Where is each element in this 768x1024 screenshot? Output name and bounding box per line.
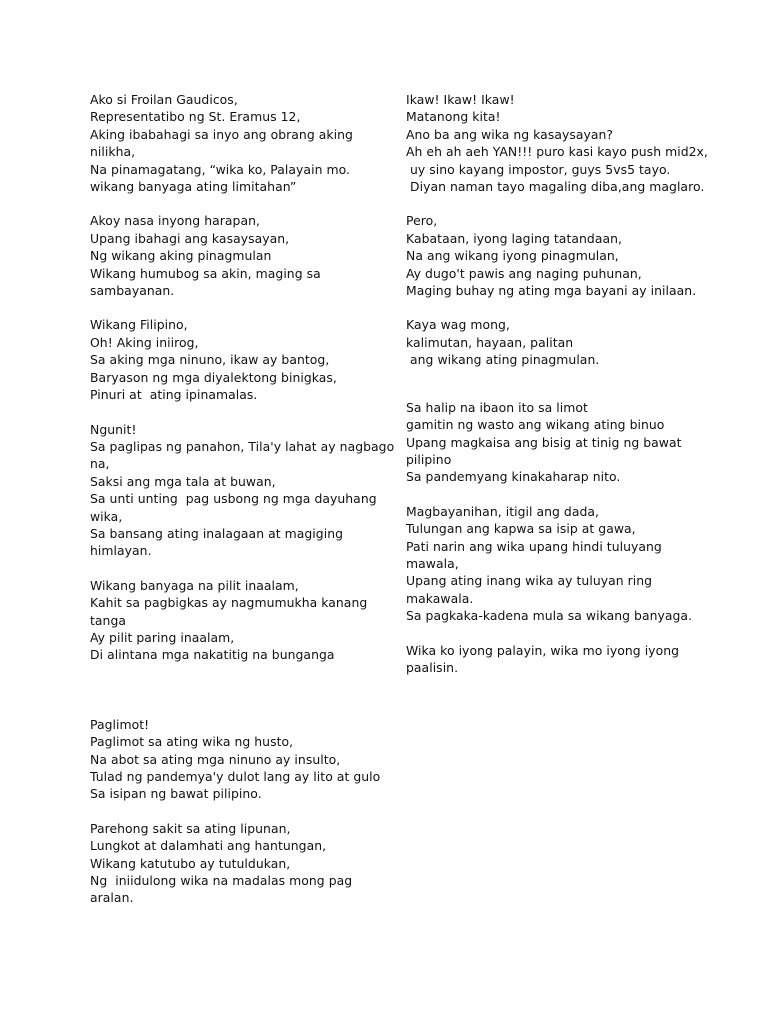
stanza (406, 91, 708, 195)
poem-line: Di alintana mga nakatitig na bunganga (90, 647, 335, 663)
stanza (90, 316, 370, 403)
poem-line: Upang ating inang wika ay tuluyan ring (406, 573, 653, 589)
stanza (406, 212, 696, 299)
poem-line: Ngunit! (90, 421, 137, 437)
poem-line: Ng wikang aking pinagmulan (90, 248, 272, 264)
poem-line: Paglimot sa ating wika ng husto, (90, 734, 294, 750)
stanza (90, 212, 370, 299)
poem-line: Kabataan, iyong laging tatandaan, (406, 230, 622, 246)
poem-line: Pero, (406, 213, 438, 229)
poem-line: aralan. (90, 890, 134, 906)
poem-line: Paglimot! (90, 716, 150, 732)
poem-line: paalisin. (406, 659, 459, 675)
poem-line: Ako si Froilan Gaudicos, (90, 92, 238, 107)
poem-line: Aking ibabahagi sa inyo ang obrang aking (90, 126, 353, 142)
poem-line: Ikaw! Ikaw! Ikaw! (406, 92, 515, 107)
poem-line: Na ang wikang iyong pinagmulan, (406, 248, 619, 264)
poem-line: Sa pagkaka-kadena mula sa wikang banyaga. (406, 608, 693, 624)
poem-line: Sa halip na ibaon ito sa limot (406, 399, 588, 415)
poem-line: Sa aking mga ninuno, ikaw ay bantog, (90, 352, 330, 368)
poem-line: Na abot sa ating mga ninuno ay insulto, (90, 751, 341, 767)
poem-line: tanga (90, 612, 127, 628)
poem-line: Ay pilit paring inaalam, (90, 629, 235, 645)
poem-line: Upang ibahagi ang kasaysayan, (90, 230, 290, 246)
poem-line: wikang banyaga ating limitahan” (90, 179, 297, 195)
poem-line: Sa paglipas ng panahon, Tila'y lahat ay nagbago (90, 438, 395, 454)
poem-line: Pati narin ang wika upang hindi tuluyang (406, 538, 662, 554)
poem-line: Kahit sa pagbigkas ay nagmumukha kanang (90, 595, 368, 611)
poem-line: Sa unti unting pag usbong ng mga dayuhang (90, 491, 377, 507)
stanza (90, 820, 370, 907)
poem-line: kalimutan, hayaan, palitan (406, 334, 574, 350)
poem-line: Ng iniidulong wika na madalas mong pag (90, 873, 353, 889)
poem-line: Wikang katutubo ay tutuldukan, (90, 855, 291, 871)
poem-line: Matanong kita! (406, 109, 501, 125)
stanza (90, 421, 395, 560)
poem-line: uy sino kayang impostor, guys 5vs5 tayo. (406, 161, 671, 177)
poem-line: Wikang banyaga na pilit inaalam, (90, 577, 299, 593)
poem-line: Lungkot at dalamhati ang hantungan, (90, 838, 327, 854)
poem-line: na, (90, 456, 110, 472)
left-column (90, 91, 395, 924)
poem-line: Diyan naman tayo magaling diba,ang maglaro. (406, 179, 705, 195)
poem-line: Sa bansang ating inalagaan at magiging (90, 525, 344, 541)
poem-line: Magbayanihan, itigil ang dada, (406, 503, 600, 519)
poem-line: Oh! Aking iniirog, (90, 334, 199, 350)
poem-line: Tulad ng pandemya'y dulot lang ay lito at gulo (90, 769, 381, 784)
poem-line: wika, (90, 508, 123, 524)
stanza (90, 91, 370, 195)
poem-line: Tulungan ang kapwa sa isip at gawa, (406, 521, 636, 537)
poem-line: Na pinamagatang, “wika ko, Palayain mo. (90, 161, 350, 177)
poem-line: Wikang humubog sa akin, maging sa (90, 265, 321, 281)
poem-line: Wikang Filipino, (90, 317, 188, 333)
poem-line: Akoy nasa inyong harapan, (90, 213, 260, 229)
poem-line: Sa isipan ng bawat pilipino. (90, 786, 262, 802)
stanza (90, 716, 381, 803)
stanza (406, 642, 696, 677)
stanza (406, 399, 696, 486)
poem-line: Ano ba ang wika ng kasaysayan? (406, 126, 614, 142)
poem-line: Baryason ng mga diyalektong binigkas, (90, 369, 337, 385)
poem-line: nilikha, (90, 144, 136, 160)
poem-line: makawala. (406, 590, 474, 606)
poem-line: Kaya wag mong, (406, 317, 510, 333)
poem-line: sambayanan. (90, 283, 175, 299)
poem-line: mawala, (406, 555, 459, 571)
stanza (406, 503, 696, 625)
poem-line: Ah eh ah aeh YAN!!! puro kasi kayo push mid2x, (406, 144, 708, 160)
poem-line: himlayan. (90, 543, 152, 559)
poem-line: Upang magkaisa ang bisig at tinig ng bawat (406, 434, 682, 450)
poem-line: ang wikang ating pinagmulan. (406, 352, 600, 368)
poem-line: pilipino (406, 451, 452, 467)
stanza (406, 316, 696, 368)
poem-line: Ay dugo't pawis ang naging puhunan, (406, 265, 642, 281)
poem-line: Pinuri at ating ipinamalas. (90, 387, 258, 403)
poem-line: Maging buhay ng ating mga bayani ay inilaan. (406, 283, 697, 299)
poem-line: gamitin ng wasto ang wikang ating binuo (406, 417, 665, 433)
poem-line: Saksi ang mga tala at buwan, (90, 473, 276, 489)
poem-line: Representatibo ng St. Eramus 12, (90, 109, 301, 125)
poem-line: Sa pandemyang kinakaharap nito. (406, 469, 621, 485)
stanza (90, 577, 370, 664)
right-column (406, 91, 708, 693)
poem-line: Parehong sakit sa ating lipunan, (90, 820, 291, 836)
poem-line: Wika ko iyong palayin, wika mo iyong iyong (406, 642, 680, 658)
